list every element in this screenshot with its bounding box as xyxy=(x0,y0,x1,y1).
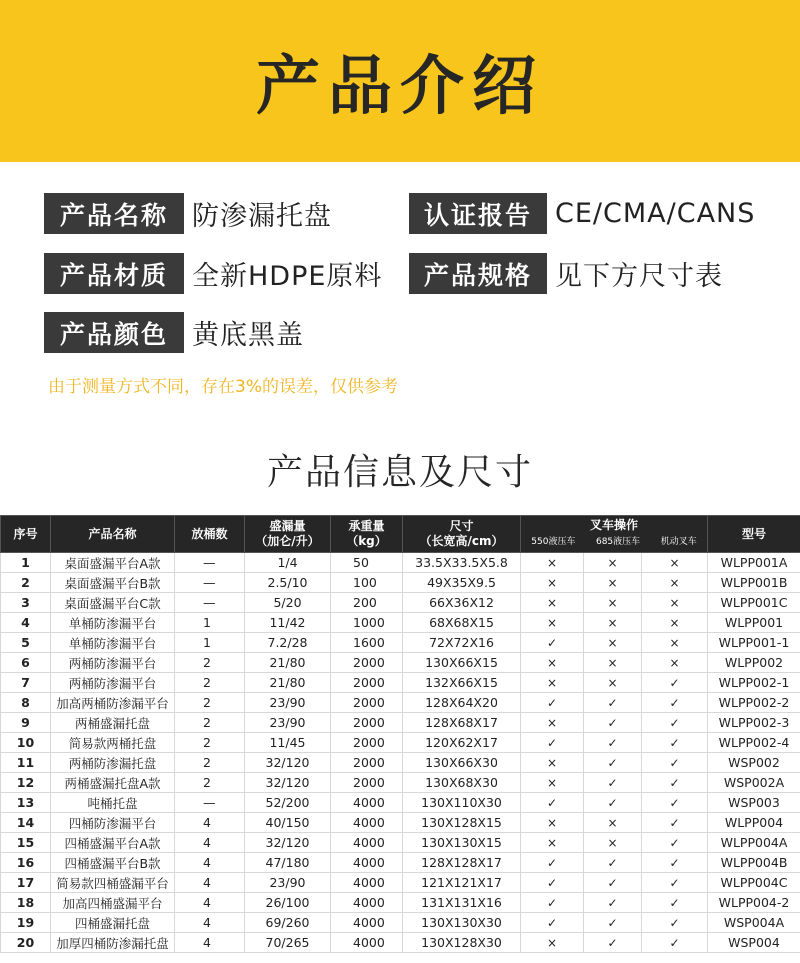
cell-fork-685: × xyxy=(584,653,642,673)
cell-load: 2000 xyxy=(331,653,403,673)
cell-barrels: 4 xyxy=(175,853,245,873)
cell-fork-550: × xyxy=(521,713,584,733)
cell-fork-550: × xyxy=(521,553,584,573)
name-label: 产品名称 xyxy=(44,193,184,234)
cell-size: 66X36X12 xyxy=(403,593,521,613)
cell-index: 17 xyxy=(1,873,51,893)
cell-capacity: 26/100 xyxy=(245,893,331,913)
cell-fork-685: × xyxy=(584,613,642,633)
cell-size: 131X131X16 xyxy=(403,893,521,913)
cell-fork-685: ✓ xyxy=(584,933,642,953)
cell-size: 128X68X17 xyxy=(403,713,521,733)
cell-index: 14 xyxy=(1,813,51,833)
cell-fork-685: × xyxy=(584,813,642,833)
cell-fork-motor: ✓ xyxy=(642,893,708,913)
cell-name: 两桶防渗漏平台 xyxy=(51,653,175,673)
table-row xyxy=(1,713,800,733)
cell-name: 单桶防渗漏平台 xyxy=(51,633,175,653)
cell-index: 12 xyxy=(1,773,51,793)
material-value: 全新HDPE原料 xyxy=(192,261,383,292)
cell-name: 四桶盛漏托盘 xyxy=(51,913,175,933)
cell-name: 桌面盛漏平台A款 xyxy=(51,553,175,573)
cell-index: 2 xyxy=(1,573,51,593)
cell-capacity: 7.2/28 xyxy=(245,633,331,653)
cell-fork-685: ✓ xyxy=(584,693,642,713)
cell-fork-motor: × xyxy=(642,613,708,633)
header-size-line1: 尺寸 xyxy=(449,519,474,533)
table-row xyxy=(1,913,800,933)
cell-model: WSP002A xyxy=(708,773,800,793)
cell-index: 8 xyxy=(1,693,51,713)
cell-fork-motor: × xyxy=(642,573,708,593)
cell-barrels: 1 xyxy=(175,633,245,653)
cell-name: 桌面盛漏平台B款 xyxy=(51,573,175,593)
cell-fork-685: ✓ xyxy=(584,893,642,913)
cell-capacity: 23/90 xyxy=(245,693,331,713)
cell-fork-550: × xyxy=(521,673,584,693)
cell-load: 4000 xyxy=(331,893,403,913)
cell-load: 4000 xyxy=(331,913,403,933)
cell-barrels: 2 xyxy=(175,713,245,733)
header-capacity xyxy=(245,516,331,553)
cell-barrels: 2 xyxy=(175,733,245,753)
cell-name: 简易款四桶盛漏平台 xyxy=(51,873,175,893)
cell-load: 2000 xyxy=(331,713,403,733)
cell-name: 加高两桶防渗漏平台 xyxy=(51,693,175,713)
cell-capacity: 40/150 xyxy=(245,813,331,833)
section-title: 产品信息及尺寸 xyxy=(266,452,533,493)
cell-name: 简易款两桶托盘 xyxy=(51,733,175,753)
cell-index: 10 xyxy=(1,733,51,753)
cell-capacity: 32/120 xyxy=(245,773,331,793)
cell-size: 130X130X15 xyxy=(403,833,521,853)
cell-capacity: 2.5/10 xyxy=(245,573,331,593)
cell-fork-685: ✓ xyxy=(584,753,642,773)
cell-size: 130X66X15 xyxy=(403,653,521,673)
cell-barrels: — xyxy=(175,793,245,813)
cell-fork-685: ✓ xyxy=(584,713,642,733)
cell-name: 四桶盛漏平台B款 xyxy=(51,853,175,873)
header-index: 序号 xyxy=(1,516,51,553)
cell-fork-550: ✓ xyxy=(521,853,584,873)
color-label: 产品颜色 xyxy=(44,312,184,353)
cell-name: 两桶防渗漏托盘 xyxy=(51,753,175,773)
cell-size: 121X121X17 xyxy=(403,873,521,893)
cell-capacity: 11/45 xyxy=(245,733,331,753)
cell-fork-motor: × xyxy=(642,593,708,613)
cell-size: 128X128X17 xyxy=(403,853,521,873)
cell-fork-550: × xyxy=(521,773,584,793)
cell-fork-550: × xyxy=(521,933,584,953)
cell-size: 130X66X30 xyxy=(403,753,521,773)
cell-size: 33.5X33.5X5.8 xyxy=(403,553,521,573)
cell-model: WLPP002-4 xyxy=(708,733,800,753)
cell-capacity: 47/180 xyxy=(245,853,331,873)
cell-fork-motor: × xyxy=(642,633,708,653)
header-model: 型号 xyxy=(708,516,800,553)
page-title: 产品介绍 xyxy=(256,50,544,124)
cell-model: WLPP004-2 xyxy=(708,893,800,913)
cell-fork-motor: ✓ xyxy=(642,733,708,753)
cell-size: 120X62X17 xyxy=(403,733,521,753)
cell-model: WSP004 xyxy=(708,933,800,953)
cell-name: 单桶防渗漏平台 xyxy=(51,613,175,633)
cell-index: 1 xyxy=(1,553,51,573)
table-row xyxy=(1,573,800,593)
cell-fork-685: × xyxy=(584,573,642,593)
cell-barrels: 4 xyxy=(175,813,245,833)
cell-fork-685: × xyxy=(584,553,642,573)
cell-index: 9 xyxy=(1,713,51,733)
table-row xyxy=(1,813,800,833)
cell-fork-685: × xyxy=(584,833,642,853)
cell-model: WLPP001-1 xyxy=(708,633,800,653)
cell-capacity: 70/265 xyxy=(245,933,331,953)
spec-table xyxy=(0,515,800,953)
cell-index: 6 xyxy=(1,653,51,673)
cell-load: 4000 xyxy=(331,813,403,833)
cell-fork-550: ✓ xyxy=(521,793,584,813)
cell-load: 1600 xyxy=(331,633,403,653)
cell-model: WLPP001C xyxy=(708,593,800,613)
cell-size: 130X128X15 xyxy=(403,813,521,833)
cell-barrels: 2 xyxy=(175,753,245,773)
cell-load: 1000 xyxy=(331,613,403,633)
cell-capacity: 23/90 xyxy=(245,713,331,733)
cell-capacity: 5/20 xyxy=(245,593,331,613)
table-header-row xyxy=(1,516,800,553)
cell-model: WLPP004 xyxy=(708,813,800,833)
cell-index: 20 xyxy=(1,933,51,953)
header-size xyxy=(403,516,521,553)
cell-load: 200 xyxy=(331,593,403,613)
cell-fork-550: × xyxy=(521,653,584,673)
table-row xyxy=(1,733,800,753)
cell-model: WLPP002-1 xyxy=(708,673,800,693)
cell-model: WLPP001A xyxy=(708,553,800,573)
cell-barrels: 1 xyxy=(175,613,245,633)
cell-fork-motor: ✓ xyxy=(642,793,708,813)
cell-fork-550: × xyxy=(521,573,584,593)
cell-model: WSP003 xyxy=(708,793,800,813)
cell-model: WLPP004C xyxy=(708,873,800,893)
header-forklift xyxy=(521,516,708,553)
cell-barrels: — xyxy=(175,573,245,593)
color-value: 黄底黑盖 xyxy=(192,320,304,351)
cell-fork-motor: ✓ xyxy=(642,813,708,833)
cell-barrels: 2 xyxy=(175,693,245,713)
cell-capacity: 32/120 xyxy=(245,833,331,853)
cell-barrels: 2 xyxy=(175,653,245,673)
cell-index: 13 xyxy=(1,793,51,813)
cell-fork-motor: ✓ xyxy=(642,873,708,893)
cell-capacity: 21/80 xyxy=(245,673,331,693)
cell-size: 68X68X15 xyxy=(403,613,521,633)
header-barrels: 放桶数 xyxy=(175,516,245,553)
cell-fork-685: × xyxy=(584,673,642,693)
header-fork-685: 685液压车 xyxy=(595,537,641,547)
cell-capacity: 52/200 xyxy=(245,793,331,813)
measurement-note: 由于测量方式不同，存在3%的误差，仅供参考 xyxy=(48,377,398,397)
cell-fork-550: ✓ xyxy=(521,633,584,653)
cert-value: CE/CMA/CANS xyxy=(555,198,756,229)
header-fork-550: 550液压车 xyxy=(531,537,576,547)
cell-name: 四桶盛漏平台A款 xyxy=(51,833,175,853)
header-size-line2: （长宽高/cm） xyxy=(419,534,504,548)
cell-fork-685: ✓ xyxy=(584,853,642,873)
cell-fork-685: ✓ xyxy=(584,873,642,893)
cell-load: 4000 xyxy=(331,873,403,893)
cell-size: 130X68X30 xyxy=(403,773,521,793)
cell-size: 132X66X15 xyxy=(403,673,521,693)
cell-name: 吨桶托盘 xyxy=(51,793,175,813)
material-label: 产品材质 xyxy=(44,253,184,294)
cell-fork-550: × xyxy=(521,613,584,633)
cell-model: WLPP002 xyxy=(708,653,800,673)
cell-capacity: 32/120 xyxy=(245,753,331,773)
cell-model: WLPP001B xyxy=(708,573,800,593)
cell-name: 两桶盛漏托盘 xyxy=(51,713,175,733)
cell-capacity: 11/42 xyxy=(245,613,331,633)
cell-fork-motor: ✓ xyxy=(642,713,708,733)
table-row xyxy=(1,793,800,813)
table-row xyxy=(1,753,800,773)
cell-size: 130X128X30 xyxy=(403,933,521,953)
spec-value: 见下方尺寸表 xyxy=(555,261,723,292)
header-forklift-title: 叉车操作 xyxy=(589,518,638,532)
cell-fork-motor: ✓ xyxy=(642,833,708,853)
cell-index: 7 xyxy=(1,673,51,693)
cell-barrels: 4 xyxy=(175,893,245,913)
cell-barrels: — xyxy=(175,553,245,573)
cell-barrels: — xyxy=(175,593,245,613)
cell-load: 4000 xyxy=(331,853,403,873)
cell-capacity: 21/80 xyxy=(245,653,331,673)
table-row xyxy=(1,873,800,893)
table-body xyxy=(1,553,800,953)
cell-fork-motor: ✓ xyxy=(642,693,708,713)
cell-fork-550: ✓ xyxy=(521,733,584,753)
cell-load: 4000 xyxy=(331,933,403,953)
table-row xyxy=(1,833,800,853)
cell-fork-550: × xyxy=(521,813,584,833)
cell-index: 3 xyxy=(1,593,51,613)
cell-fork-motor: ✓ xyxy=(642,853,708,873)
cell-fork-550: ✓ xyxy=(521,873,584,893)
cell-capacity: 69/260 xyxy=(245,913,331,933)
cell-capacity: 23/90 xyxy=(245,873,331,893)
cell-fork-motor: × xyxy=(642,553,708,573)
table-row xyxy=(1,773,800,793)
cell-fork-685: ✓ xyxy=(584,793,642,813)
cell-load: 2000 xyxy=(331,673,403,693)
header-load-line2: （kg） xyxy=(346,534,387,548)
header-fork-motor: 机动叉车 xyxy=(660,537,697,547)
cell-load: 2000 xyxy=(331,733,403,753)
cell-fork-550: ✓ xyxy=(521,693,584,713)
header-banner xyxy=(0,0,800,162)
header-load xyxy=(331,516,403,553)
cell-fork-motor: ✓ xyxy=(642,933,708,953)
cell-fork-685: ✓ xyxy=(584,773,642,793)
cell-size: 49X35X9.5 xyxy=(403,573,521,593)
cell-fork-550: × xyxy=(521,593,584,613)
cell-barrels: 2 xyxy=(175,673,245,693)
cell-index: 5 xyxy=(1,633,51,653)
cell-fork-motor: ✓ xyxy=(642,753,708,773)
header-load-line1: 承重量 xyxy=(348,519,385,533)
cell-fork-550: × xyxy=(521,753,584,773)
cell-fork-685: ✓ xyxy=(584,913,642,933)
cell-size: 128X64X20 xyxy=(403,693,521,713)
cell-index: 19 xyxy=(1,913,51,933)
cell-fork-motor: ✓ xyxy=(642,773,708,793)
cell-barrels: 2 xyxy=(175,773,245,793)
cell-capacity: 1/4 xyxy=(245,553,331,573)
cell-barrels: 4 xyxy=(175,873,245,893)
cell-name: 加高四桶盛漏平台 xyxy=(51,893,175,913)
cell-name: 两桶防渗漏平台 xyxy=(51,673,175,693)
cell-fork-685: × xyxy=(584,633,642,653)
table-row xyxy=(1,673,800,693)
cell-load: 4000 xyxy=(331,833,403,853)
cell-load: 2000 xyxy=(331,753,403,773)
table-row xyxy=(1,553,800,573)
cell-load: 2000 xyxy=(331,773,403,793)
cell-model: WLPP001 xyxy=(708,613,800,633)
cell-barrels: 4 xyxy=(175,913,245,933)
table-row xyxy=(1,613,800,633)
cell-size: 130X130X30 xyxy=(403,913,521,933)
cell-fork-motor: ✓ xyxy=(642,673,708,693)
cell-barrels: 4 xyxy=(175,833,245,853)
cell-fork-motor: × xyxy=(642,653,708,673)
cell-index: 15 xyxy=(1,833,51,853)
cell-load: 2000 xyxy=(331,693,403,713)
cell-index: 16 xyxy=(1,853,51,873)
cell-size: 72X72X16 xyxy=(403,633,521,653)
cell-name: 加厚四桶防渗漏托盘 xyxy=(51,933,175,953)
cell-model: WLPP002-2 xyxy=(708,693,800,713)
cell-fork-550: × xyxy=(521,833,584,853)
cell-load: 50 xyxy=(331,553,403,573)
header-capacity-line1: 盛漏量 xyxy=(269,519,306,533)
cell-name: 四桶防渗漏平台 xyxy=(51,813,175,833)
cell-index: 4 xyxy=(1,613,51,633)
cell-index: 11 xyxy=(1,753,51,773)
table-row xyxy=(1,633,800,653)
header-capacity-line2: （加仑/升） xyxy=(255,534,320,548)
cell-name: 两桶盛漏托盘A款 xyxy=(51,773,175,793)
cell-barrels: 4 xyxy=(175,933,245,953)
cell-model: WSP004A xyxy=(708,913,800,933)
table-row xyxy=(1,853,800,873)
table-row xyxy=(1,593,800,613)
table-row xyxy=(1,653,800,673)
cell-load: 4000 xyxy=(331,793,403,813)
cell-model: WSP002 xyxy=(708,753,800,773)
cell-load: 100 xyxy=(331,573,403,593)
name-value: 防渗漏托盘 xyxy=(192,201,332,232)
table-row xyxy=(1,893,800,913)
cell-size: 130X110X30 xyxy=(403,793,521,813)
cell-fork-550: ✓ xyxy=(521,893,584,913)
cert-label: 认证报告 xyxy=(409,193,547,234)
header-name: 产品名称 xyxy=(51,516,175,553)
cell-fork-550: ✓ xyxy=(521,913,584,933)
cell-model: WLPP004A xyxy=(708,833,800,853)
cell-fork-685: × xyxy=(584,593,642,613)
cell-model: WLPP004B xyxy=(708,853,800,873)
table-row xyxy=(1,933,800,953)
cell-fork-motor: ✓ xyxy=(642,913,708,933)
cell-index: 18 xyxy=(1,893,51,913)
table-row xyxy=(1,693,800,713)
cell-name: 桌面盛漏平台C款 xyxy=(51,593,175,613)
cell-model: WLPP002-3 xyxy=(708,713,800,733)
spec-label: 产品规格 xyxy=(409,253,547,294)
cell-fork-685: ✓ xyxy=(584,733,642,753)
